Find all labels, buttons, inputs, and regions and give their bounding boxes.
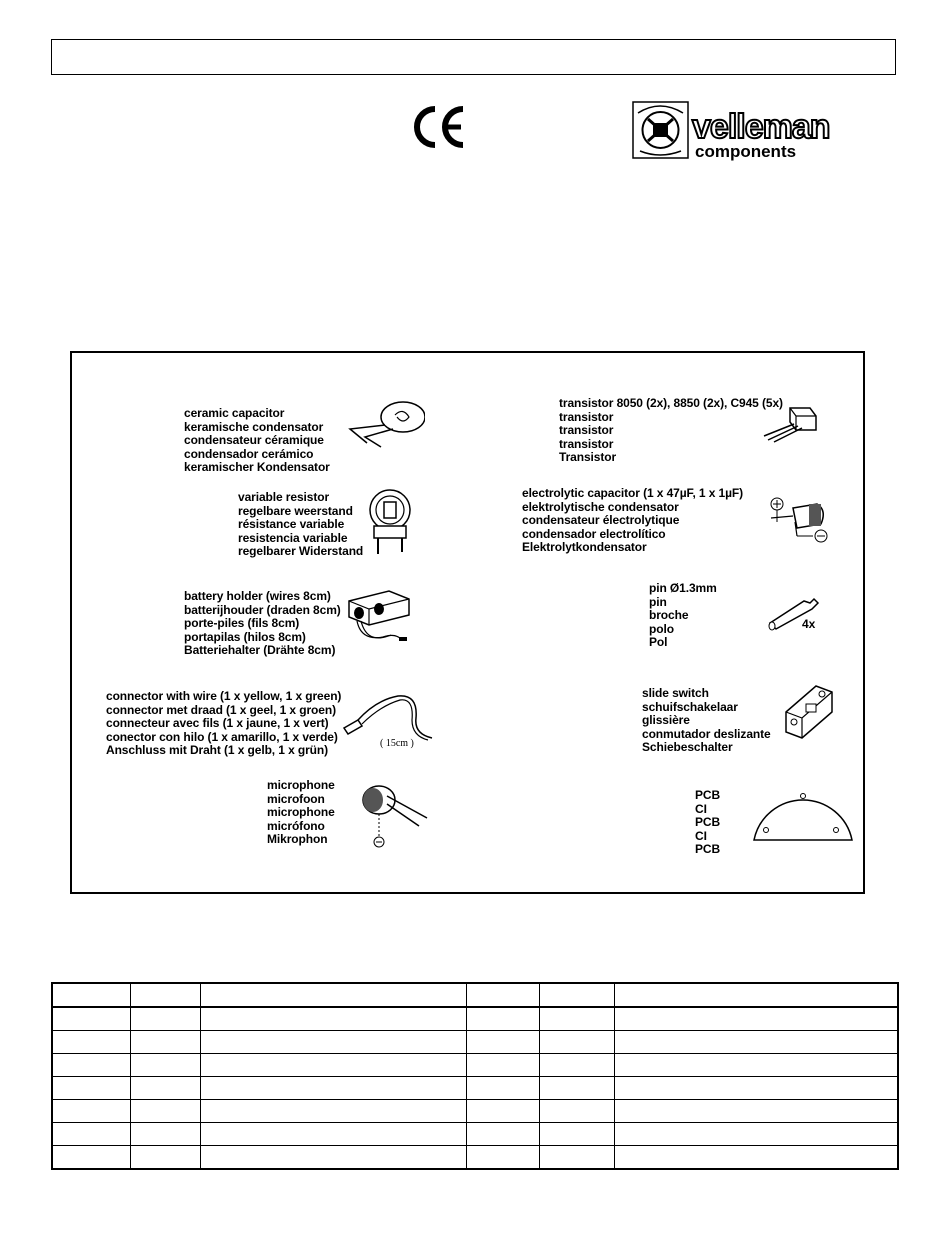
- table-cell: [614, 1146, 898, 1170]
- table-row: [52, 1054, 898, 1077]
- logo-sub: components: [695, 142, 797, 161]
- pin-count-label: 4x: [802, 617, 816, 631]
- table-cell: [52, 1077, 130, 1100]
- table-cell: [466, 1077, 539, 1100]
- table-cell: [52, 1007, 130, 1031]
- table-row: [52, 1031, 898, 1054]
- table-cell: [130, 1077, 200, 1100]
- battery-holder-icon: [343, 585, 415, 651]
- wire-length-label: ( 15cm ): [380, 738, 414, 749]
- component-label-slide-switch: slide switch schuifschakelaar glissière conmutador deslizante Schiebeschalter: [642, 686, 771, 754]
- component-label-variable-resistor: variable resistor regelbare weerstand résistance variable resistencia variable regelbarer Widerstand: [238, 490, 364, 558]
- table-cell: [130, 1123, 200, 1146]
- parts-table: [51, 982, 899, 1170]
- table-cell: [52, 1054, 130, 1077]
- table-row: [52, 983, 898, 1007]
- table-cell: [130, 1054, 200, 1077]
- table-cell: [466, 1146, 539, 1170]
- component-label-battery-holder: battery holder (wires 8cm) batterijhouder (draden 8cm) porte-piles (fils 8cm) portapilas (hilos 8cm) Batteriehalter (Drähte 8cm): [184, 589, 341, 657]
- component-label-pin: pin Ø1.3mm pin broche polo Pol: [649, 581, 717, 649]
- table-cell: [130, 1031, 200, 1054]
- component-label-transistor: transistor 8050 (2x), 8850 (2x), C945 (5x) transistor transistor transistor Transistor: [559, 396, 783, 464]
- variable-resistor-icon: [366, 486, 416, 558]
- table-cell: [200, 1031, 466, 1054]
- table-row: [52, 1123, 898, 1146]
- table-cell: [130, 1007, 200, 1031]
- table-cell: [52, 983, 130, 1007]
- table-cell: [539, 1031, 614, 1054]
- table-cell: [614, 983, 898, 1007]
- logo-brand: velleman: [692, 108, 830, 146]
- table-cell: [614, 1031, 898, 1054]
- table-cell: [52, 1146, 130, 1170]
- table-cell: [614, 1007, 898, 1031]
- table-cell: [466, 1123, 539, 1146]
- table-cell: [539, 1146, 614, 1170]
- table-cell: [539, 1007, 614, 1031]
- title-box: [51, 39, 896, 75]
- table-cell: [200, 1077, 466, 1100]
- table-cell: [466, 1054, 539, 1077]
- table-cell: [614, 1054, 898, 1077]
- table-cell: [130, 1146, 200, 1170]
- table-cell: [466, 1007, 539, 1031]
- table-cell: [200, 1100, 466, 1123]
- transistor-icon: [760, 402, 820, 444]
- table-cell: [130, 1100, 200, 1123]
- component-label-pcb: PCB CI PCB CI PCB: [695, 788, 721, 856]
- table-cell: [539, 1054, 614, 1077]
- table-cell: [539, 1077, 614, 1100]
- table-cell: [539, 1100, 614, 1123]
- ceramic-capacitor-icon: [345, 395, 425, 450]
- ce-mark-icon: [408, 103, 468, 151]
- table-cell: [614, 1077, 898, 1100]
- connector-wire-icon: [340, 690, 440, 742]
- table-cell: [466, 983, 539, 1007]
- table-row: [52, 1146, 898, 1170]
- pin-icon: [766, 593, 826, 633]
- slide-switch-icon: [776, 682, 836, 744]
- table-row: [52, 1007, 898, 1031]
- component-label-connector: connector with wire (1 x yellow, 1 x green) connector met draad (1 x geel, 1 x groen) connecteur avec fils (1 x jaune, 1 x vert) conector con hilo (1 x amarillo, 1 x verde) Anschluss mit Draht (1 x gelb, 1 x grün): [106, 689, 342, 757]
- table-cell: [539, 1123, 614, 1146]
- table-cell: [614, 1123, 898, 1146]
- table-row: [52, 1077, 898, 1100]
- component-label-microphone: microphone microfoon microphone micrófono Mikrophon: [267, 778, 335, 846]
- table-cell: [130, 983, 200, 1007]
- table-cell: [200, 1054, 466, 1077]
- pcb-icon: [750, 784, 856, 842]
- table-cell: [200, 983, 466, 1007]
- table-cell: [539, 983, 614, 1007]
- table-cell: [200, 1146, 466, 1170]
- microphone-icon: [355, 778, 435, 850]
- electrolytic-capacitor-icon: [765, 494, 835, 546]
- table-cell: [200, 1007, 466, 1031]
- component-label-ceramic: ceramic capacitor keramische condensator condensateur céramique condensador cerámico keramischer Kondensator: [184, 406, 330, 474]
- table-cell: [466, 1100, 539, 1123]
- table-cell: [466, 1031, 539, 1054]
- table-cell: [200, 1123, 466, 1146]
- table-row: [52, 1100, 898, 1123]
- table-cell: [52, 1123, 130, 1146]
- component-label-electrolytic: electrolytic capacitor (1 x 47µF, 1 x 1µF) elektrolytische condensator condensateur électrolytique condensador electrolítico Elektrolytkondensator: [522, 486, 744, 554]
- table-cell: [614, 1100, 898, 1123]
- table-cell: [52, 1100, 130, 1123]
- velleman-logo: [632, 101, 884, 161]
- table-cell: [52, 1031, 130, 1054]
